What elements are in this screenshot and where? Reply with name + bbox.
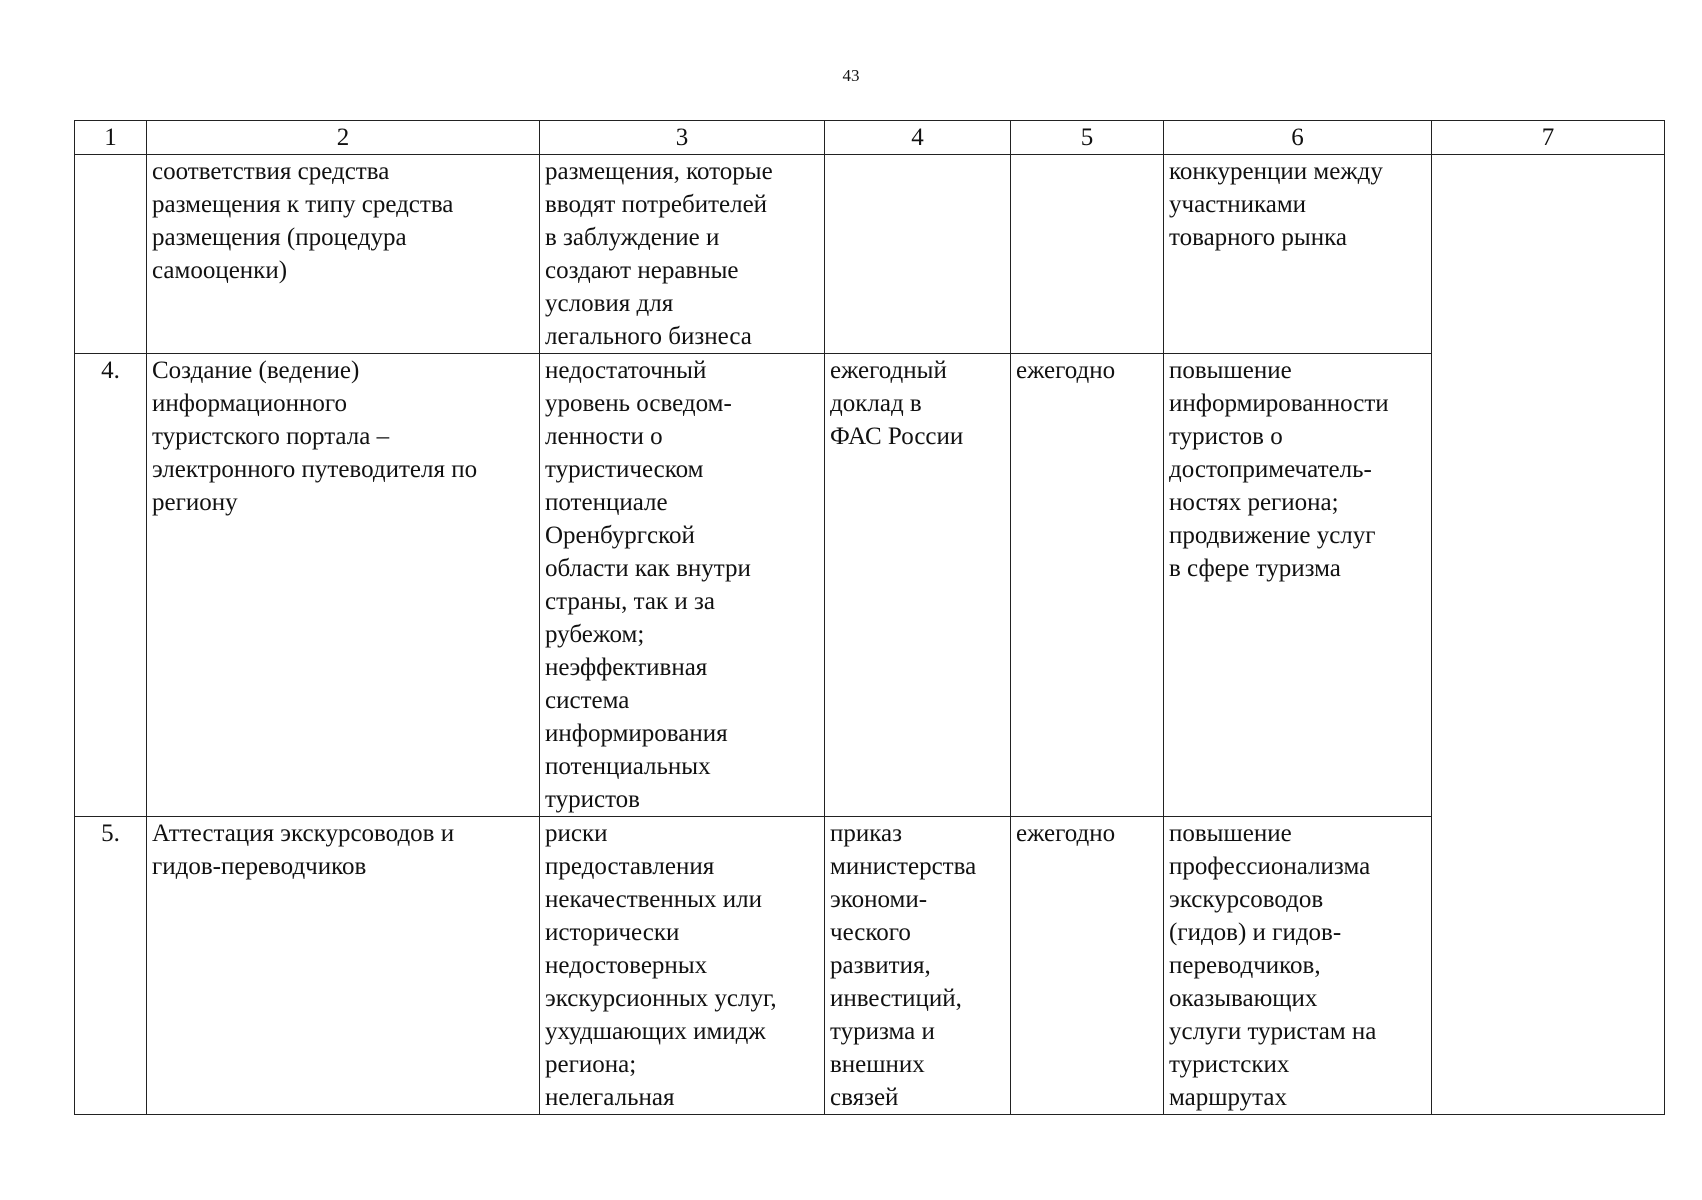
document-cell xyxy=(825,155,1011,354)
result-cell: повышение профессионализма экскурсоводов (гидов) и гидов- переводчиков, оказывающих услуги туристам на туристских маршрутах xyxy=(1164,817,1432,1115)
responsible-cell xyxy=(1432,354,1665,817)
deadline-cell: ежегодно xyxy=(1011,354,1164,817)
deadline-cell: ежегодно xyxy=(1011,817,1164,1115)
measures-table xyxy=(74,120,1665,1115)
row-number: 5. xyxy=(75,817,147,1115)
problem-cell: недостаточный уровень осведом- ленности о туристическом потенциале Оренбургской области как внутри страны, так и за рубежом; неэффективная система информирования потенциальных туристов xyxy=(540,354,825,817)
header-cell-5: 5 xyxy=(1011,121,1164,155)
header-cell-7: 7 xyxy=(1432,121,1665,155)
deadline-cell xyxy=(1011,155,1164,354)
header-cell-1: 1 xyxy=(75,121,147,155)
header-cell-6: 6 xyxy=(1164,121,1432,155)
document-cell: приказ министерства экономи- ческого развития, инвестиций, туризма и внешних связей xyxy=(825,817,1011,1115)
table-row xyxy=(75,354,1665,817)
responsible-cell xyxy=(1432,817,1665,1115)
header-cell-2: 2 xyxy=(147,121,540,155)
header-cell-3: 3 xyxy=(540,121,825,155)
problem-cell: размещения, которые вводят потребителей в заблуждение и создают неравные условия для легального бизнеса xyxy=(540,155,825,354)
measure-cell: Аттестация экскурсоводов и гидов-переводчиков xyxy=(147,817,540,1115)
row-number: 4. xyxy=(75,354,147,817)
header-row xyxy=(75,121,1665,155)
measure-cell: соответствия средства размещения к типу средства размещения (процедура самооценки) xyxy=(147,155,540,354)
table-row xyxy=(75,155,1665,354)
page-number: 43 xyxy=(842,66,860,85)
responsible-cell xyxy=(1432,155,1665,354)
header-cell-4: 4 xyxy=(825,121,1011,155)
result-cell: конкуренции между участниками товарного рынка xyxy=(1164,155,1432,354)
document-cell: ежегодный доклад в ФАС России xyxy=(825,354,1011,817)
result-cell: повышение информированности туристов о достопримечатель- ностях региона; продвижение услуг в сфере туризма xyxy=(1164,354,1432,817)
row-number xyxy=(75,155,147,354)
problem-cell: риски предоставления некачественных или исторически недостоверных экскурсионных услуг, ухудшающих имидж региона; нелегальная xyxy=(540,817,825,1115)
table-row xyxy=(75,817,1665,1115)
measure-cell: Создание (ведение) информационного туристского портала – электронного путеводителя по региону xyxy=(147,354,540,817)
